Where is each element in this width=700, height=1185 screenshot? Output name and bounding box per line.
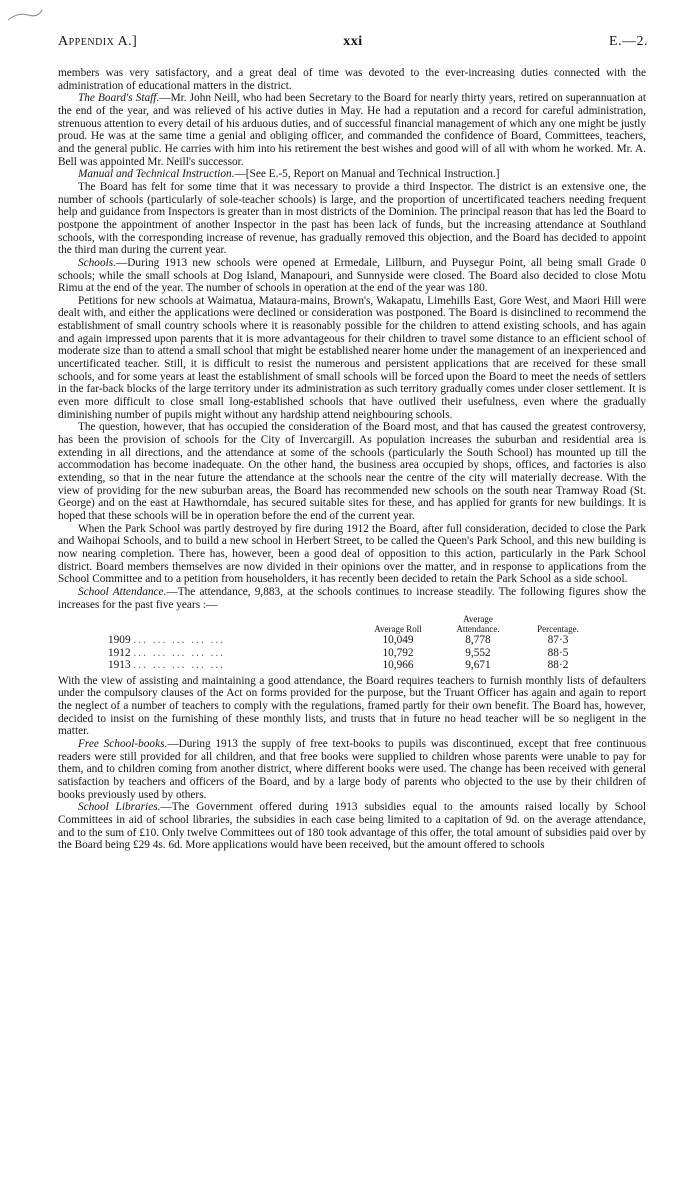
table-cell-roll: 10,792	[382, 646, 414, 659]
appendix-label: Appendix A.]	[58, 34, 138, 49]
table-cell-roll: 10,049	[382, 634, 414, 647]
paragraph-continuation: members was very satisfactory, and a great deal of time was devoted to the ever-increasing duties connected with the administration of educational matters in the district.	[58, 67, 646, 92]
table-cell-attendance: 9,671	[465, 659, 491, 672]
paragraph-schools	[58, 257, 646, 295]
table-cell-year: 1912 ... ... ... ... ...	[108, 646, 226, 659]
paragraph-invercargill: The question, however, that has occupied the consideration of the Board most, and that has caused the greatest controversy, has been the provision of schools for the City of Invercargill. As population increases the suburban and residential area is extending in all directions, and the attendance at some of the schools (particularly the South School) has mounted up till the accommodation has become inadequate. On the other hand, the business area occupied by shops, offices, and factories is also extending, so that in the near future the attendance at the schools near the centre of the city will materially decrease. With the view of providing for the new suburban areas, the Board has recommended new schools on the south near Tramway Road (St. George) and on the east at Hawthorndale, has secured suitable sites for these, and has applied for grants for new buildings. It is hoped that these schools will be in operation before the end of the current year.	[58, 421, 646, 522]
page-number: xxi	[343, 34, 363, 49]
table-cell-roll: 10,966	[382, 659, 414, 672]
paragraph-third-inspector: The Board has felt for some time that it was necessary to provide a third Inspector. The district is an extensive one, the number of schools (particularly of sole-teacher schools) is large, and the proportion of uncertificated teachers needing frequent help and guidance from Inspectors is greater than in most districts of the Dominion. The principal reason that has led the Board to postpone the appointment of another Inspector in the past has been lack of funds, but the increasing attendance at Southland schools, with the corresponding increase of revenue, has gradually removed this objection, and the Board has decided to appoint the third man during the current year.	[58, 180, 646, 257]
section-heading: School Libraries.	[78, 801, 161, 814]
paragraph-text: —During 1913 the supply of free text-books to pupils was discontinued, except that free continuous readers were still provided for all children, and that free books were supplied to children whose parents were unable to pay for them, and to children coming from another district, where different books were used. The change has been received with general satisfaction by teachers and officers of the Board, and by a large body of parents who objected to the use by their children of books previously used by others.	[58, 738, 646, 801]
pencil-mark-icon	[6, 6, 46, 26]
paragraph-text: —Mr. John Neill, who had been Secretary to the Board for nearly thirty years, retired on superannuation at the end of the year, and was relieved of his active duties in May. He had a reputation and a record for careful administration, strenuous attention to every detail of his arduous duties, and of successful financial management of which any one might be justly proud. He was at the same time a genial and obliging officer, and commanded the confidence of Board, Committees, teachers, and the general public. He carries with him into his retirement the best wishes and good will of all with whom he worked. Mr. A. Bell was appointed Mr. Neill's successor.	[58, 92, 646, 168]
paragraph-park-school: When the Park School was partly destroyed by fire during 1912 the Board, after full consideration, decided to close the Park and Waihopai Schools, and to build a new school in Herbert Street, to be called the Queen's Park School, and this new building is now nearing completion. There has, however, been a good deal of opposition to this action, particularly in the Park School district. Board members themselves are now divided in their opinions over the matter, and in response to applications from the School Committee and to a petition from householders, it has recently been decided to retain the Park School as a side school.	[58, 522, 646, 586]
table-cell-percentage: 88·2	[547, 659, 569, 672]
section-heading: Manual and Technical Instruction.	[78, 168, 235, 181]
paragraph-free-books	[58, 738, 646, 801]
paragraph-libraries	[58, 801, 646, 852]
report-body	[58, 67, 646, 852]
table-header-percentage: Percentage.	[537, 624, 579, 635]
paragraph-text: —The Government offered during 1913 subsidies equal to the amounts raised locally by School Committees in aid of school libraries, the subsidies in each case being limited to a capitation of 9d. on the average attendance, and to the sum of £10. Only twelve Committees out of 180 took advantage of this offer, the total amount of subsidies paid over by the Board being £29 4s. 6d. More applications would have been received, but the amount offered to schools	[58, 801, 646, 852]
table-header-row	[108, 614, 598, 634]
paragraph-text: —The attendance, 9,883, at the schools continues to increase steadily. The following figures show the increases for the past five years :—	[58, 585, 646, 611]
section-heading: Free School-books.	[78, 738, 168, 750]
table-header-attendance: Average Attendance.	[456, 614, 500, 635]
attendance-table	[108, 614, 598, 672]
table-cell-year: 1913 ... ... ... ... ...	[108, 659, 226, 672]
table-row	[108, 659, 598, 672]
section-heading: The Board's Staff.	[78, 92, 160, 105]
table-row	[108, 634, 598, 647]
section-heading: School Attendance.	[78, 585, 167, 598]
table-row	[108, 647, 598, 660]
paragraph-defaulters: With the view of assisting and maintaining a good attendance, the Board requires teachers to furnish monthly lists of defaulters under the compulsory clauses of the Act on forms provided for the purpose, but the Truant Officer has again and again to report the neglect of a number of teachers to comply with the regulations, framed partly for their own benefit. The Board has, however, decided to insist on the furnishing of these monthly lists, and trusts that in future no head teacher will be so negligent in the matter.	[58, 674, 646, 738]
paragraph-text: —During 1913 new schools were opened at Ermedale, Lillburn, and Puysegur Point, all being small Grade 0 schools; while the small schools at Dog Island, Manapouri, and Sunnyside were closed. The Board also decided to close Motu Rimu at the end of the year. The number of schools in operation at the end of the year was 180.	[58, 256, 646, 295]
page-header	[58, 34, 648, 54]
table-cell-percentage: 87·3	[547, 634, 569, 647]
table-header-roll: Average Roll	[374, 624, 422, 635]
section-heading: Schools.	[78, 256, 116, 269]
table-cell-year: 1909 ... ... ... ... ...	[108, 634, 226, 647]
paragraph-manual-instruction	[58, 168, 646, 181]
table-cell-percentage: 88·5	[547, 646, 569, 659]
paper-reference: E.—2.	[608, 34, 648, 49]
table-cell-attendance: 8,778	[465, 634, 491, 647]
paragraph-attendance	[58, 586, 646, 611]
paragraph-text: —[See E.-5, Report on Manual and Technical Instruction.]	[234, 168, 500, 181]
table-cell-attendance: 9,552	[465, 646, 491, 659]
paragraph-petitions: Petitions for new schools at Waimatua, Mataura-mains, Brown's, Wakapatu, Limehills East, Gore West, and Maori Hill were dealt with, and either the applications were declined or consideration was postponed. The Board is disinclined to recommend the establishment of small country schools where it is reasonably possible for the children to attend existing schools, and has again and again impressed upon parents that it is more advantageous for their children to travel some distance to an efficient school of moderate size than to attend a small school that might be established nearer home under the management of an inexperienced and uncertificated teacher. Still, it is difficult to resist the numerous and persistent applications that are received for these small schools, and for some years at least the establishment of small schools will be forced upon the Board to meet the needs of settlers in the far-back blocks of the large territory under its administration as such territory gradually comes under closer settlement. It is even more difficult to close small long-established schools that have outlived their usefulness, even where the gradually diminishing number of pupils might without any hardship attend neighbouring schools.	[58, 294, 646, 421]
paragraph-boards-staff	[58, 92, 646, 168]
table-header-year	[108, 614, 358, 634]
